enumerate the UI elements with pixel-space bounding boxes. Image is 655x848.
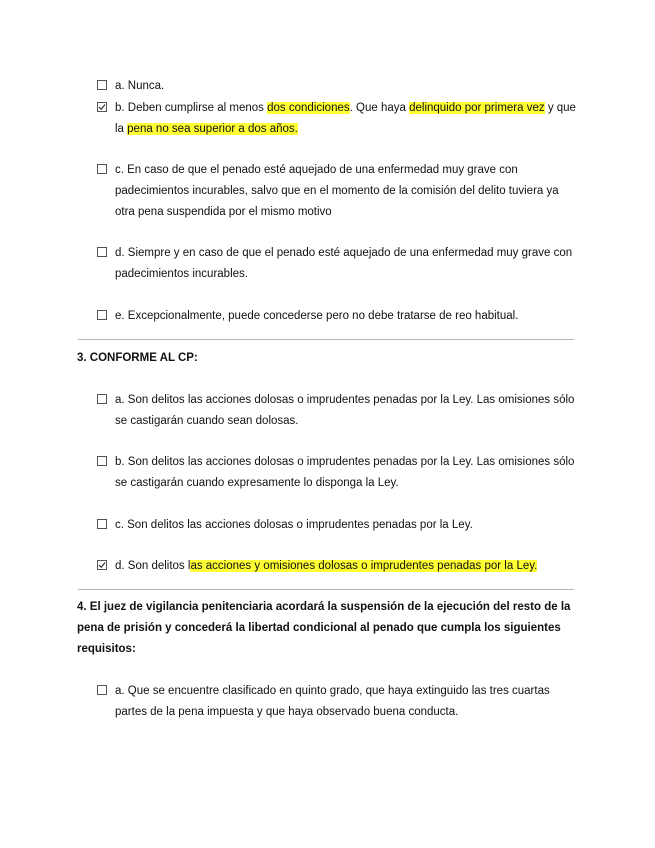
option-text: e. Excepcionalmente, puede concederse pero no debe tratarse de reo habitual. [115, 310, 519, 322]
option-text: b. Deben cumplirse al menos dos condiciones. Que haya delinquido por primera vez y que la pena no sea superior a dos años. [115, 102, 576, 135]
checkbox[interactable] [97, 310, 107, 320]
checkmark-icon [98, 561, 106, 569]
checkbox[interactable] [97, 456, 107, 466]
option-text: d. Siempre y en caso de que el penado esté aquejado de una enfermedad muy grave con padecimientos incurables. [115, 247, 573, 280]
checkbox[interactable] [97, 685, 107, 695]
option-text: d. Son delitos las acciones y omisiones dolosas o imprudentes penadas por la Ley. [115, 560, 538, 572]
option-q3-b[interactable] [97, 452, 577, 494]
checkbox[interactable] [97, 164, 107, 174]
option-text: c. En caso de que el penado esté aquejado de una enfermedad muy grave con padecimientos incurables, salvo que en el momento de la comisión del delito tuviera ya otra pena suspendida por el mismo motivo [115, 164, 559, 218]
highlight: delinquido por primera vez [409, 102, 545, 114]
option-q4-a[interactable] [97, 681, 577, 723]
option-text: c. Son delitos las acciones dolosas o imprudentes penadas por la Ley. [115, 519, 473, 531]
question-3-title: 3. CONFORME AL CP: [77, 352, 198, 364]
divider [78, 589, 574, 590]
option-q3-d[interactable] [97, 556, 577, 577]
option-text: a. Nunca. [115, 80, 165, 92]
option-q2-b[interactable] [97, 98, 577, 140]
question-4-title: 4. El juez de vigilancia penitenciaria acordará la suspensión de la ejecución del resto de la pena de prisión y concederá la libertad condicional al penado que cumpla los siguientes requisitos: [77, 601, 571, 655]
option-q2-e[interactable] [97, 306, 577, 327]
divider [78, 339, 574, 340]
checkmark-icon [98, 103, 106, 111]
option-text: b. Son delitos las acciones dolosas o imprudentes penadas por la Ley. Las omisiones sólo se castigarán cuando expresamente lo disponga la Ley. [115, 456, 575, 489]
option-q2-a[interactable] [97, 76, 577, 97]
checkbox[interactable] [97, 247, 107, 257]
checkbox[interactable] [97, 80, 107, 90]
checkbox-checked[interactable] [97, 560, 107, 570]
option-text: a. Que se encuentre clasificado en quinto grado, que haya extinguido las tres cuartas partes de la pena impuesta y que haya observado buena conducta. [115, 685, 550, 718]
option-q3-a[interactable] [97, 390, 577, 432]
checkbox[interactable] [97, 394, 107, 404]
option-q2-c[interactable] [97, 160, 577, 223]
highlight: as acciones y omisiones dolosas o imprudentes penadas por la Ley. [190, 560, 538, 572]
checkbox[interactable] [97, 519, 107, 529]
checkbox-checked[interactable] [97, 102, 107, 112]
highlight: pena no sea superior a dos años. [127, 123, 298, 135]
option-q3-c[interactable] [97, 515, 577, 536]
option-q2-d[interactable] [97, 243, 577, 285]
highlight: dos condiciones [267, 102, 350, 114]
option-text: a. Son delitos las acciones dolosas o imprudentes penadas por la Ley. Las omisiones sólo se castigarán cuando sean dolosas. [115, 394, 575, 427]
